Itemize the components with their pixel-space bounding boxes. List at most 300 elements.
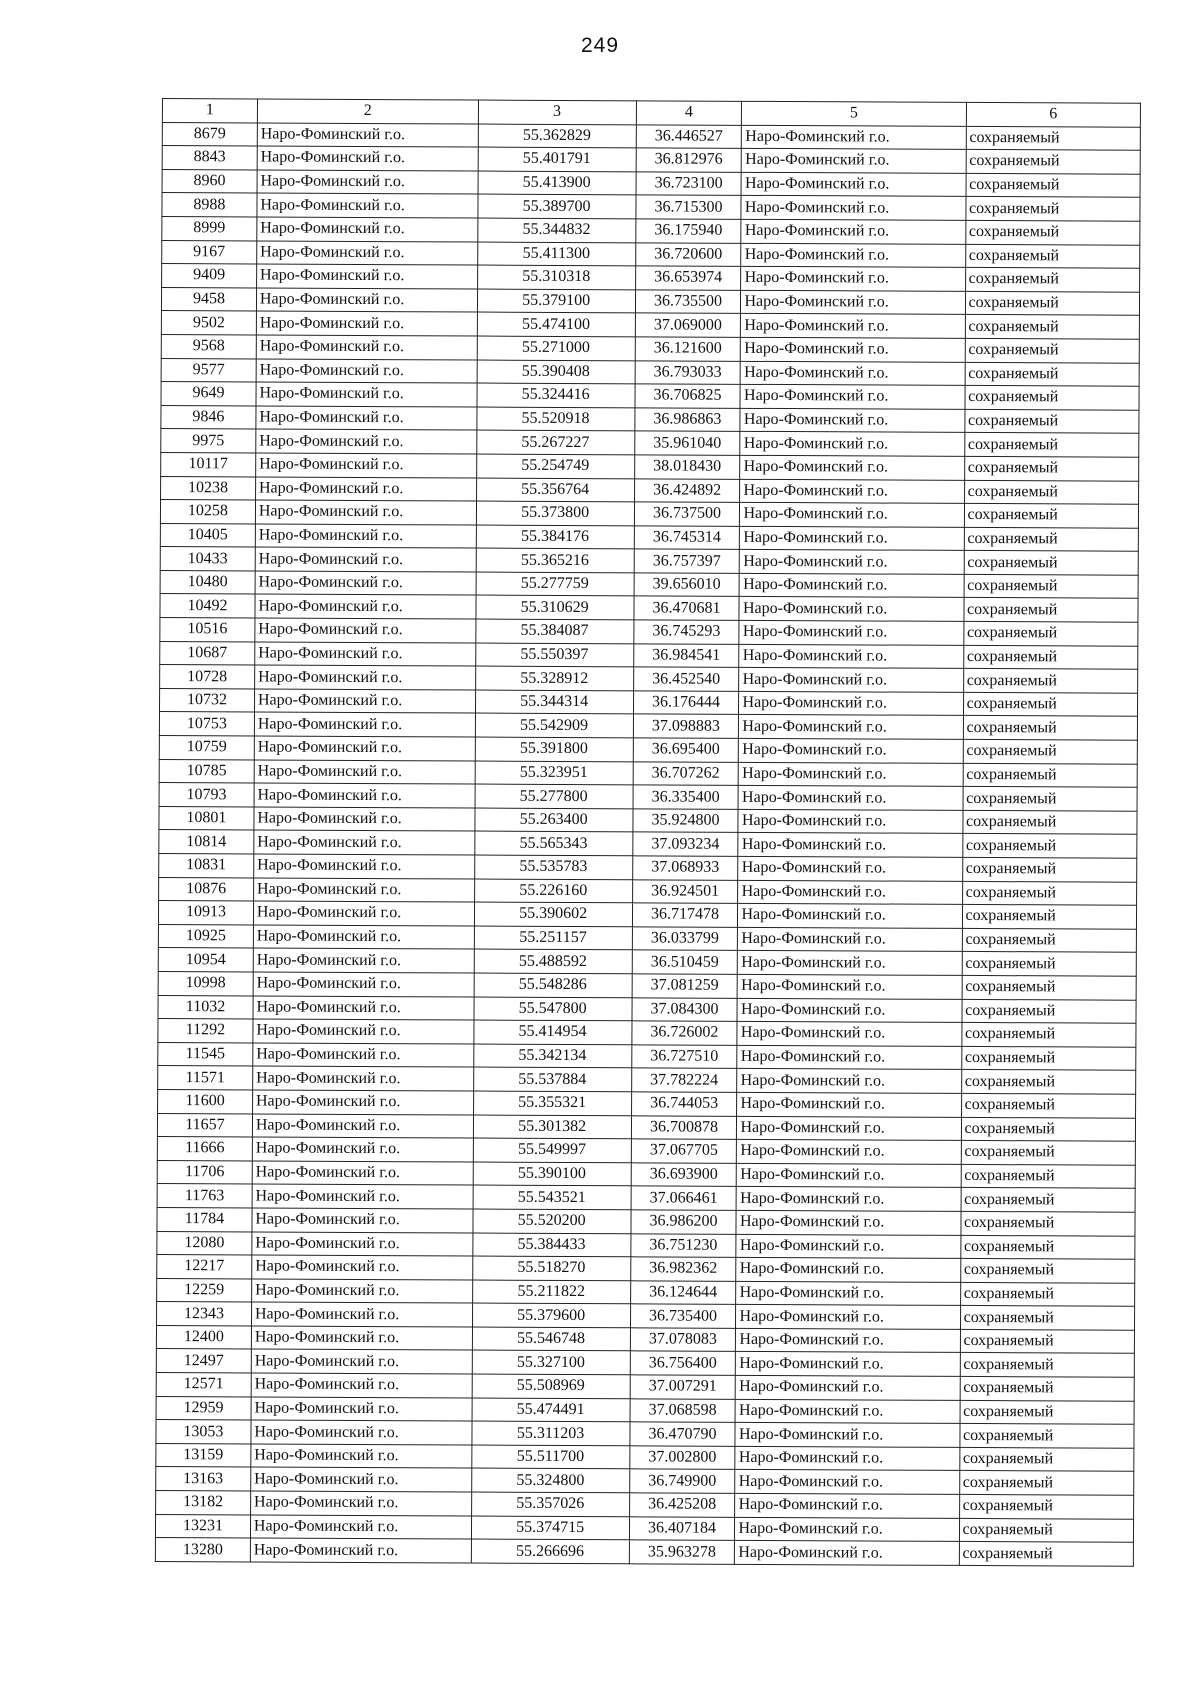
cell-latitude: 55.356764 — [476, 478, 634, 502]
cell-longitude: 36.812976 — [636, 148, 742, 172]
cell-id: 10405 — [160, 523, 255, 547]
cell-longitude: 36.723100 — [636, 172, 742, 196]
cell-district: Наро-Фоминский г.о. — [254, 760, 475, 785]
column-header-3: 3 — [478, 100, 636, 124]
cell-district: Наро-Фоминский г.о. — [252, 1279, 473, 1304]
cell-district: Наро-Фоминский г.о. — [254, 736, 475, 761]
cell-id: 10753 — [159, 712, 254, 736]
cell-district: Наро-Фоминский г.о. — [256, 288, 477, 313]
cell-latitude: 55.277759 — [476, 572, 634, 596]
cell-id: 10913 — [158, 901, 253, 925]
cell-id: 13231 — [155, 1514, 250, 1538]
page-number: 249 — [580, 34, 620, 57]
cell-latitude: 55.542909 — [475, 713, 633, 737]
cell-district: Наро-Фоминский г.о. — [254, 712, 475, 737]
cell-latitude: 55.357026 — [471, 1492, 629, 1516]
cell-latitude: 55.548286 — [474, 973, 632, 997]
cell-status: сохраняемый — [960, 1400, 1135, 1424]
cell-id: 9458 — [161, 287, 256, 311]
cell-district: Наро-Фоминский г.о. — [254, 830, 475, 855]
cell-status: сохраняемый — [964, 551, 1139, 575]
cell-municipality: Наро-Фоминский г.о. — [736, 1328, 960, 1353]
cell-id: 9975 — [161, 429, 256, 453]
cell-latitude: 55.266696 — [471, 1539, 629, 1563]
cell-district: Наро-Фоминский г.о. — [253, 996, 474, 1021]
cell-latitude: 55.328912 — [475, 666, 633, 690]
cell-longitude: 39.656010 — [634, 573, 740, 597]
cell-status: сохраняемый — [960, 1259, 1135, 1283]
cell-status: сохраняемый — [961, 1093, 1136, 1117]
cell-latitude: 55.401791 — [478, 147, 636, 171]
cell-municipality: Наро-Фоминский г.о. — [739, 786, 963, 811]
cell-district: Наро-Фоминский г.о. — [255, 571, 476, 596]
cell-municipality: Наро-Фоминский г.о. — [740, 455, 964, 480]
cell-latitude: 55.379600 — [472, 1303, 630, 1327]
cell-id: 13182 — [156, 1491, 251, 1515]
cell-municipality: Наро-Фоминский г.о. — [741, 314, 965, 339]
cell-id: 10687 — [160, 641, 255, 665]
cell-id: 10785 — [159, 759, 254, 783]
cell-status: сохраняемый — [960, 1329, 1135, 1353]
cell-longitude: 37.078083 — [630, 1328, 736, 1352]
cell-latitude: 55.271000 — [477, 336, 635, 360]
cell-district: Наро-Фоминский г.о. — [251, 1397, 472, 1422]
cell-longitude: 37.067705 — [631, 1139, 737, 1163]
cell-longitude: 36.700878 — [631, 1115, 737, 1139]
cell-id: 11706 — [157, 1160, 252, 1184]
cell-status: сохраняемый — [962, 905, 1137, 929]
cell-id: 10793 — [159, 783, 254, 807]
cell-id: 11571 — [158, 1066, 253, 1090]
cell-id: 10759 — [159, 736, 254, 760]
cell-longitude: 37.066461 — [631, 1186, 737, 1210]
cell-id: 12080 — [157, 1231, 252, 1255]
cell-longitude: 36.653974 — [635, 266, 741, 290]
cell-municipality: Наро-Фоминский г.о. — [741, 361, 965, 386]
cell-longitude: 36.407184 — [629, 1516, 735, 1540]
cell-municipality: Наро-Фоминский г.о. — [739, 620, 963, 645]
cell-latitude: 55.355321 — [473, 1091, 631, 1115]
cell-status: сохраняемый — [964, 456, 1139, 480]
cell-id: 10433 — [160, 547, 255, 571]
cell-id: 12497 — [156, 1349, 251, 1373]
cell-latitude: 55.311203 — [472, 1421, 630, 1445]
cell-longitude: 36.176444 — [633, 691, 739, 715]
cell-district: Наро-Фоминский г.о. — [251, 1420, 472, 1445]
cell-id: 11666 — [157, 1137, 252, 1161]
cell-district: Наро-Фоминский г.о. — [254, 807, 475, 832]
cell-id: 12571 — [156, 1373, 251, 1397]
cell-district: Наро-Фоминский г.о. — [255, 524, 476, 549]
cell-longitude: 37.084300 — [632, 997, 738, 1021]
cell-municipality: Наро-Фоминский г.о. — [739, 644, 963, 669]
cell-id: 13053 — [156, 1420, 251, 1444]
cell-status: сохраняемый — [965, 220, 1140, 244]
cell-municipality: Наро-Фоминский г.о. — [738, 809, 962, 834]
cell-longitude: 36.720600 — [635, 242, 741, 266]
cell-municipality: Наро-Фоминский г.о. — [740, 432, 964, 457]
cell-longitude: 36.924501 — [632, 879, 738, 903]
cell-latitude: 55.390408 — [477, 360, 635, 384]
cell-longitude: 37.782224 — [631, 1068, 737, 1092]
cell-district: Наро-Фоминский г.о. — [257, 146, 478, 171]
cell-status: сохраняемый — [960, 1376, 1135, 1400]
cell-status: сохраняемый — [966, 150, 1141, 174]
cell-longitude: 37.093234 — [632, 832, 738, 856]
cell-municipality: Наро-Фоминский г.о. — [741, 196, 965, 221]
cell-municipality: Наро-Фоминский г.о. — [740, 408, 964, 433]
cell-longitude: 35.961040 — [634, 431, 740, 455]
cell-municipality: Наро-Фоминский г.о. — [735, 1446, 959, 1471]
cell-longitude: 36.735500 — [635, 290, 741, 314]
cell-latitude: 55.324800 — [471, 1468, 629, 1492]
cell-id: 10998 — [158, 971, 253, 995]
cell-id: 12343 — [157, 1302, 252, 1326]
cell-latitude: 55.390100 — [473, 1162, 631, 1186]
cell-longitude: 36.693900 — [631, 1163, 737, 1187]
table-row — [155, 1538, 1133, 1566]
cell-latitude: 55.543521 — [473, 1185, 631, 1209]
cell-district: Наро-Фоминский г.о. — [252, 1255, 473, 1280]
cell-longitude: 36.744053 — [631, 1092, 737, 1116]
cell-id: 10801 — [159, 806, 254, 830]
cell-longitude: 36.175940 — [635, 219, 741, 243]
cell-status: сохраняемый — [966, 126, 1141, 150]
column-header-2: 2 — [257, 99, 478, 124]
cell-longitude: 36.986200 — [630, 1210, 736, 1234]
cell-status: сохраняемый — [963, 763, 1138, 787]
cell-longitude: 36.510459 — [632, 950, 738, 974]
cell-district: Наро-Фоминский г.о. — [257, 241, 478, 266]
cell-longitude: 36.984541 — [633, 643, 739, 667]
cell-municipality: Наро-Фоминский г.о. — [740, 573, 964, 598]
cell-id: 8843 — [162, 146, 257, 170]
cell-longitude: 37.081259 — [632, 974, 738, 998]
cell-district: Наро-Фоминский г.о. — [253, 1066, 474, 1091]
cell-district: Наро-Фоминский г.о. — [250, 1538, 471, 1563]
cell-longitude: 36.335400 — [633, 785, 739, 809]
cell-latitude: 55.384087 — [476, 619, 634, 643]
cell-district: Наро-Фоминский г.о. — [253, 1043, 474, 1068]
cell-municipality: Наро-Фоминский г.о. — [738, 904, 962, 929]
cell-status: сохраняемый — [963, 692, 1138, 716]
cell-municipality: Наро-Фоминский г.о. — [737, 1139, 961, 1164]
cell-district: Наро-Фоминский г.о. — [251, 1326, 472, 1351]
cell-longitude: 35.924800 — [632, 809, 738, 833]
cell-id: 12217 — [157, 1255, 252, 1279]
cell-longitude: 36.751230 — [630, 1233, 736, 1257]
cell-municipality: Наро-Фоминский г.о. — [735, 1423, 959, 1448]
cell-longitude: 36.745293 — [633, 620, 739, 644]
cell-status: сохраняемый — [959, 1471, 1134, 1495]
cell-id: 10238 — [161, 476, 256, 500]
cell-latitude: 55.267227 — [476, 430, 634, 454]
cell-latitude: 55.549997 — [473, 1138, 631, 1162]
cell-id: 12259 — [157, 1278, 252, 1302]
cell-district: Наро-Фоминский г.о. — [251, 1302, 472, 1327]
cell-municipality: Наро-Фоминский г.о. — [739, 597, 963, 622]
cell-id: 12959 — [156, 1396, 251, 1420]
cell-municipality: Наро-Фоминский г.о. — [738, 974, 962, 999]
cell-district: Наро-Фоминский г.о. — [253, 1019, 474, 1044]
cell-longitude: 36.706825 — [635, 384, 741, 408]
cell-district: Наро-Фоминский г.о. — [256, 335, 477, 360]
cell-status: сохраняемый — [965, 386, 1140, 410]
cell-longitude: 36.695400 — [633, 738, 739, 762]
cell-district: Наро-Фоминский г.о. — [251, 1491, 472, 1516]
cell-status: сохраняемый — [960, 1353, 1135, 1377]
cell-district: Наро-Фоминский г.о. — [251, 1373, 472, 1398]
cell-status: сохраняемый — [961, 1211, 1136, 1235]
cell-longitude: 36.121600 — [635, 337, 741, 361]
cell-longitude: 36.737500 — [634, 502, 740, 526]
cell-district: Наро-Фоминский г.о. — [257, 193, 478, 218]
cell-latitude: 55.535783 — [474, 855, 632, 879]
cell-longitude: 37.007291 — [630, 1375, 736, 1399]
cell-municipality: Наро-Фоминский г.о. — [736, 1257, 960, 1282]
cell-municipality: Наро-Фоминский г.о. — [741, 243, 965, 268]
cell-latitude: 55.488592 — [474, 949, 632, 973]
cell-longitude: 36.424892 — [634, 478, 740, 502]
cell-municipality: Наро-Фоминский г.о. — [736, 1399, 960, 1424]
cell-status: сохраняемый — [963, 669, 1138, 693]
cell-status: сохраняемый — [962, 999, 1137, 1023]
cell-status: сохраняемый — [962, 810, 1137, 834]
cell-district: Наро-Фоминский г.о. — [256, 264, 477, 289]
cell-status: сохраняемый — [963, 621, 1138, 645]
cell-municipality: Наро-Фоминский г.о. — [735, 1470, 959, 1495]
cell-district: Наро-Фоминский г.о. — [255, 642, 476, 667]
cell-latitude: 55.547800 — [474, 997, 632, 1021]
cell-district: Наро-Фоминский г.о. — [254, 783, 475, 808]
cell-latitude: 55.344314 — [475, 690, 633, 714]
cell-municipality: Наро-Фоминский г.о. — [736, 1281, 960, 1306]
cell-id: 10732 — [159, 688, 254, 712]
cell-status: сохраняемый — [959, 1518, 1134, 1542]
cell-municipality: Наро-Фоминский г.о. — [738, 951, 962, 976]
cell-municipality: Наро-Фоминский г.о. — [738, 833, 962, 858]
cell-municipality: Наро-Фоминский г.о. — [735, 1493, 959, 1518]
cell-municipality: Наро-Фоминский г.о. — [736, 1305, 960, 1330]
cell-longitude: 36.124644 — [630, 1280, 736, 1304]
cell-longitude: 36.756400 — [630, 1351, 736, 1375]
cell-latitude: 55.413900 — [478, 171, 636, 195]
cell-district: Наро-Фоминский г.о. — [256, 358, 477, 383]
cell-district: Наро-Фоминский г.о. — [255, 547, 476, 572]
cell-district: Наро-Фоминский г.о. — [252, 1137, 473, 1162]
cell-longitude: 36.717478 — [632, 903, 738, 927]
cell-latitude: 55.324416 — [477, 383, 635, 407]
cell-status: сохраняемый — [965, 362, 1140, 386]
cell-municipality: Наро-Фоминский г.о. — [739, 738, 963, 763]
cell-latitude: 55.520918 — [477, 407, 635, 431]
cell-status: сохраняемый — [962, 928, 1137, 952]
cell-municipality: Наро-Фоминский г.о. — [737, 1116, 961, 1141]
cell-status: сохраняемый — [964, 433, 1139, 457]
cell-status: сохраняемый — [959, 1542, 1134, 1566]
cell-latitude: 55.474100 — [477, 312, 635, 336]
cell-status: сохраняемый — [960, 1282, 1135, 1306]
cell-latitude: 55.374715 — [471, 1516, 629, 1540]
cell-district: Наро-Фоминский г.о. — [251, 1467, 472, 1492]
cell-status: сохраняемый — [959, 1447, 1134, 1471]
cell-id: 9167 — [162, 240, 257, 264]
cell-municipality: Наро-Фоминский г.о. — [736, 1234, 960, 1259]
cell-latitude: 55.254749 — [476, 454, 634, 478]
cell-id: 10876 — [159, 877, 254, 901]
cell-id: 9409 — [162, 264, 257, 288]
cell-id: 8960 — [162, 169, 257, 193]
cell-municipality: Наро-Фоминский г.о. — [739, 691, 963, 716]
cell-municipality: Наро-Фоминский г.о. — [738, 880, 962, 905]
cell-status: сохраняемый — [961, 1070, 1136, 1094]
cell-status: сохраняемый — [959, 1494, 1134, 1518]
cell-longitude: 36.986863 — [634, 408, 740, 432]
cell-municipality: Наро-Фоминский г.о. — [740, 384, 964, 409]
cell-latitude: 55.520200 — [473, 1209, 631, 1233]
cell-municipality: Наро-Фоминский г.о. — [737, 1187, 961, 1212]
cell-longitude: 36.745314 — [634, 525, 740, 549]
cell-id: 10258 — [160, 500, 255, 524]
cell-longitude: 36.727510 — [631, 1045, 737, 1069]
cell-latitude: 55.323951 — [475, 761, 633, 785]
cell-id: 9846 — [161, 405, 256, 429]
cell-municipality: Наро-Фоминский г.о. — [736, 1352, 960, 1377]
cell-latitude: 55.310318 — [477, 265, 635, 289]
cell-id: 9577 — [161, 358, 256, 382]
cell-latitude: 55.565343 — [474, 831, 632, 855]
cell-latitude: 55.226160 — [474, 879, 632, 903]
cell-municipality: Наро-Фоминский г.о. — [737, 998, 961, 1023]
cell-district: Наро-Фоминский г.о. — [253, 878, 474, 903]
cell-district: Наро-Фоминский г.о. — [257, 123, 478, 148]
cell-id: 10814 — [159, 830, 254, 854]
column-header-1: 1 — [162, 99, 257, 123]
cell-latitude: 55.389700 — [478, 194, 636, 218]
cell-status: сохраняемый — [964, 480, 1139, 504]
cell-latitude: 55.537884 — [473, 1067, 631, 1091]
cell-district: Наро-Фоминский г.о. — [252, 1208, 473, 1233]
cell-status: сохраняемый — [963, 787, 1138, 811]
cell-district: Наро-Фоминский г.о. — [253, 901, 474, 926]
cell-status: сохраняемый — [962, 881, 1137, 905]
cell-municipality: Наро-Фоминский г.о. — [736, 1210, 960, 1235]
cell-latitude: 55.508969 — [472, 1374, 630, 1398]
cell-municipality: Наро-Фоминский г.о. — [737, 1163, 961, 1188]
cell-municipality: Наро-Фоминский г.о. — [737, 1092, 961, 1117]
table-body — [155, 122, 1140, 1566]
cell-id: 10480 — [160, 570, 255, 594]
cell-id: 8988 — [162, 193, 257, 217]
cell-status: сохраняемый — [962, 975, 1137, 999]
cell-latitude: 55.310629 — [476, 596, 634, 620]
cell-id: 10954 — [158, 948, 253, 972]
cell-latitude: 55.546748 — [472, 1327, 630, 1351]
cell-id: 10925 — [158, 924, 253, 948]
cell-latitude: 55.327100 — [472, 1350, 630, 1374]
cell-status: сохраняемый — [963, 739, 1138, 763]
cell-municipality: Наро-Фоминский г.о. — [738, 856, 962, 881]
cell-latitude: 55.550397 — [475, 643, 633, 667]
cell-district: Наро-Фоминский г.о. — [252, 1184, 473, 1209]
cell-latitude: 55.277800 — [475, 784, 633, 808]
cell-id: 10117 — [161, 452, 256, 476]
cell-status: сохраняемый — [966, 173, 1141, 197]
cell-status: сохраняемый — [965, 268, 1140, 292]
cell-id: 11292 — [158, 1019, 253, 1043]
cell-district: Наро-Фоминский г.о. — [253, 972, 474, 997]
cell-status: сохраняемый — [960, 1235, 1135, 1259]
cell-longitude: 37.098883 — [633, 714, 739, 738]
column-header-6: 6 — [966, 102, 1141, 126]
cell-district: Наро-Фоминский г.о. — [256, 453, 477, 478]
cell-status: сохраняемый — [964, 574, 1139, 598]
cell-id: 13280 — [155, 1538, 250, 1562]
cell-latitude: 55.518270 — [472, 1256, 630, 1280]
cell-district: Наро-Фоминский г.о. — [253, 948, 474, 973]
cell-longitude: 37.069000 — [635, 313, 741, 337]
cell-id: 12400 — [156, 1325, 251, 1349]
cell-district: Наро-Фоминский г.о. — [251, 1444, 472, 1469]
cell-longitude: 36.470681 — [633, 596, 739, 620]
cell-latitude: 55.365216 — [476, 548, 634, 572]
cell-status: сохраняемый — [963, 645, 1138, 669]
cell-id: 8999 — [162, 216, 257, 240]
cell-district: Наро-Фоминский г.о. — [252, 1231, 473, 1256]
cell-latitude: 55.251157 — [474, 926, 632, 950]
cell-municipality: Наро-Фоминский г.о. — [740, 479, 964, 504]
cell-status: сохраняемый — [961, 1023, 1136, 1047]
cell-latitude: 55.211822 — [472, 1280, 630, 1304]
cell-latitude: 55.263400 — [475, 808, 633, 832]
cell-latitude: 55.384433 — [473, 1233, 631, 1257]
cell-district: Наро-Фоминский г.о. — [252, 1090, 473, 1115]
column-header-4: 4 — [636, 101, 742, 125]
cell-longitude: 36.470790 — [629, 1422, 735, 1446]
cell-status: сохраняемый — [961, 1188, 1136, 1212]
cell-longitude: 36.446527 — [636, 124, 742, 148]
cell-district: Наро-Фоминский г.о. — [257, 170, 478, 195]
cell-latitude: 55.384176 — [476, 525, 634, 549]
cell-latitude: 55.391800 — [475, 737, 633, 761]
cell-id: 11545 — [158, 1042, 253, 1066]
cell-longitude: 36.749900 — [629, 1469, 735, 1493]
cell-latitude: 55.373800 — [476, 501, 634, 525]
cell-id: 10831 — [159, 853, 254, 877]
cell-longitude: 36.735400 — [630, 1304, 736, 1328]
cell-municipality: Наро-Фоминский г.о. — [737, 1045, 961, 1070]
cell-longitude: 36.793033 — [635, 360, 741, 384]
column-header-5: 5 — [742, 101, 966, 126]
cell-longitude: 36.757397 — [634, 549, 740, 573]
cell-longitude: 36.982362 — [630, 1257, 736, 1281]
cell-municipality: Наро-Фоминский г.о. — [742, 172, 966, 197]
cell-municipality: Наро-Фоминский г.о. — [735, 1517, 959, 1542]
cell-id: 13159 — [156, 1443, 251, 1467]
register-table — [155, 98, 1141, 1567]
cell-municipality: Наро-Фоминский г.о. — [742, 125, 966, 150]
cell-district: Наро-Фоминский г.о. — [256, 429, 477, 454]
cell-municipality: Наро-Фоминский г.о. — [740, 526, 964, 551]
cell-status: сохраняемый — [964, 598, 1139, 622]
cell-municipality: Наро-Фоминский г.о. — [739, 668, 963, 693]
cell-status: сохраняемый — [964, 527, 1139, 551]
cell-district: Наро-Фоминский г.о. — [255, 500, 476, 525]
cell-municipality: Наро-Фоминский г.о. — [742, 149, 966, 174]
cell-district: Наро-Фоминский г.о. — [255, 476, 476, 501]
cell-latitude: 55.379100 — [477, 289, 635, 313]
cell-longitude: 36.707262 — [633, 761, 739, 785]
